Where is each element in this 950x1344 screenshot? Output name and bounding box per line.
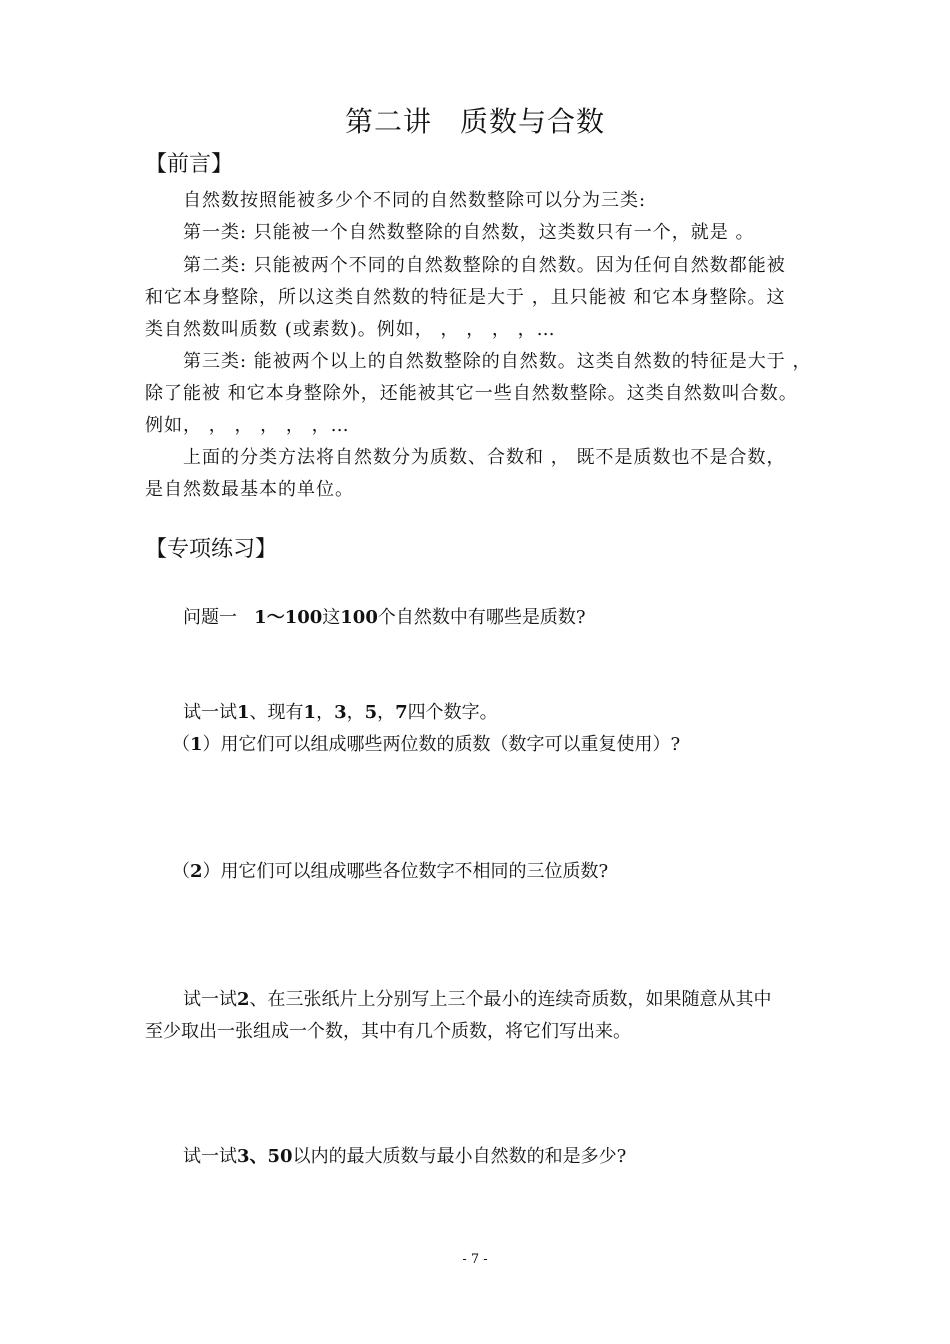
try-1-num: 1: [237, 702, 250, 723]
digit-5: 5: [364, 702, 378, 723]
preface-line-1: 自然数按照能被多少个不同的自然数整除可以分为三类:: [183, 190, 647, 211]
try-1-text: 、现有: [249, 702, 304, 723]
digit-7: 7: [395, 702, 408, 723]
question-1-prefix: 问题一: [183, 607, 237, 628]
preface-line-7: 除了能被 和它本身整除外，还能被其它一些自然数整除。这类自然数叫合数。: [145, 383, 798, 404]
page-title: [0, 100, 950, 140]
preface-line-9: 上面的分类方法将自然数分为质数、合数和 ， 既不是质数也不是合数，: [183, 447, 786, 468]
preface-line-8: 例如， ， ， ， ， ，…: [145, 415, 350, 436]
sub-2-text: ）用它们可以组成哪些各位数字不相同的三位质数?: [202, 861, 609, 882]
preface-line-5: 类自然数叫质数 (或素数)。例如， ， ， ， ，…: [145, 319, 556, 340]
try-2-line-2: 至少取出一张组成一个数，其中有几个质数，将它们写出来。: [145, 1021, 631, 1042]
sep-2: ，: [346, 702, 365, 723]
page-number: - 7 -: [462, 1252, 488, 1267]
question-1-text-a: 这: [322, 607, 341, 628]
preface-line-3: 第二类: 只能被两个不同的自然数整除的自然数。因为任何自然数都能被: [183, 255, 786, 276]
sub-1-text: ）用它们可以组成哪些两位数的质数（数字可以重复使用）?: [202, 734, 681, 755]
question-1-range: 1～100: [254, 607, 323, 628]
sub-2-num: 2: [190, 861, 203, 882]
try-3-limit: 50: [267, 1146, 293, 1167]
practice-heading: 【专项练习】: [145, 537, 278, 562]
title-part2: 质数与合数: [460, 105, 606, 138]
try-3: [183, 1142, 626, 1168]
preface-line-2: 第一类: 只能被一个自然数整除的自然数，这类数只有一个，就是 。: [183, 222, 755, 243]
preface-line-6: 第三类: 能被两个以上的自然数整除的自然数。这类自然数的特征是大于 ，: [183, 351, 812, 372]
try-2-prefix: 试一试: [183, 989, 237, 1010]
paren-open: （: [172, 861, 190, 882]
try-3-prefix: 试一试: [183, 1146, 237, 1167]
preface-line-10: 是自然数最基本的单位。: [145, 479, 354, 500]
preface-line-4: 和它本身整除，所以这类自然数的特征是大于 ，且只能被 和它本身整除。这: [145, 287, 786, 308]
sep-1: ，: [316, 702, 335, 723]
try-3-num: 3: [237, 1146, 250, 1167]
sep-3: ，: [377, 702, 396, 723]
preface-heading: 【前言】: [145, 152, 234, 177]
sub-1-num: 1: [190, 734, 203, 755]
paren-open: （: [172, 734, 190, 755]
try-1: [183, 698, 498, 724]
try-1-prefix: 试一试: [183, 702, 237, 723]
digit-3: 3: [334, 702, 347, 723]
try-3-text: 以内的最大质数与最小自然数的和是多少?: [292, 1146, 627, 1167]
try-1-sub-1: [172, 730, 680, 756]
try-3-sep: 、: [249, 1146, 268, 1167]
try-2-line-1: [183, 985, 772, 1011]
try-1-tail: 四个数字。: [407, 702, 498, 723]
question-1-count: 100: [340, 607, 378, 628]
question-1: [183, 603, 586, 629]
question-1-text-b: 个自然数中有哪些是质数?: [377, 607, 586, 628]
digit-1: 1: [303, 702, 317, 723]
title-part1: 第二讲: [344, 105, 432, 138]
try-1-sub-2: [172, 857, 608, 883]
try-2-num: 2: [237, 989, 250, 1010]
try-2-text-1: 、在三张纸片上分别写上三个最小的连续奇质数，如果随意从其中: [249, 989, 772, 1010]
